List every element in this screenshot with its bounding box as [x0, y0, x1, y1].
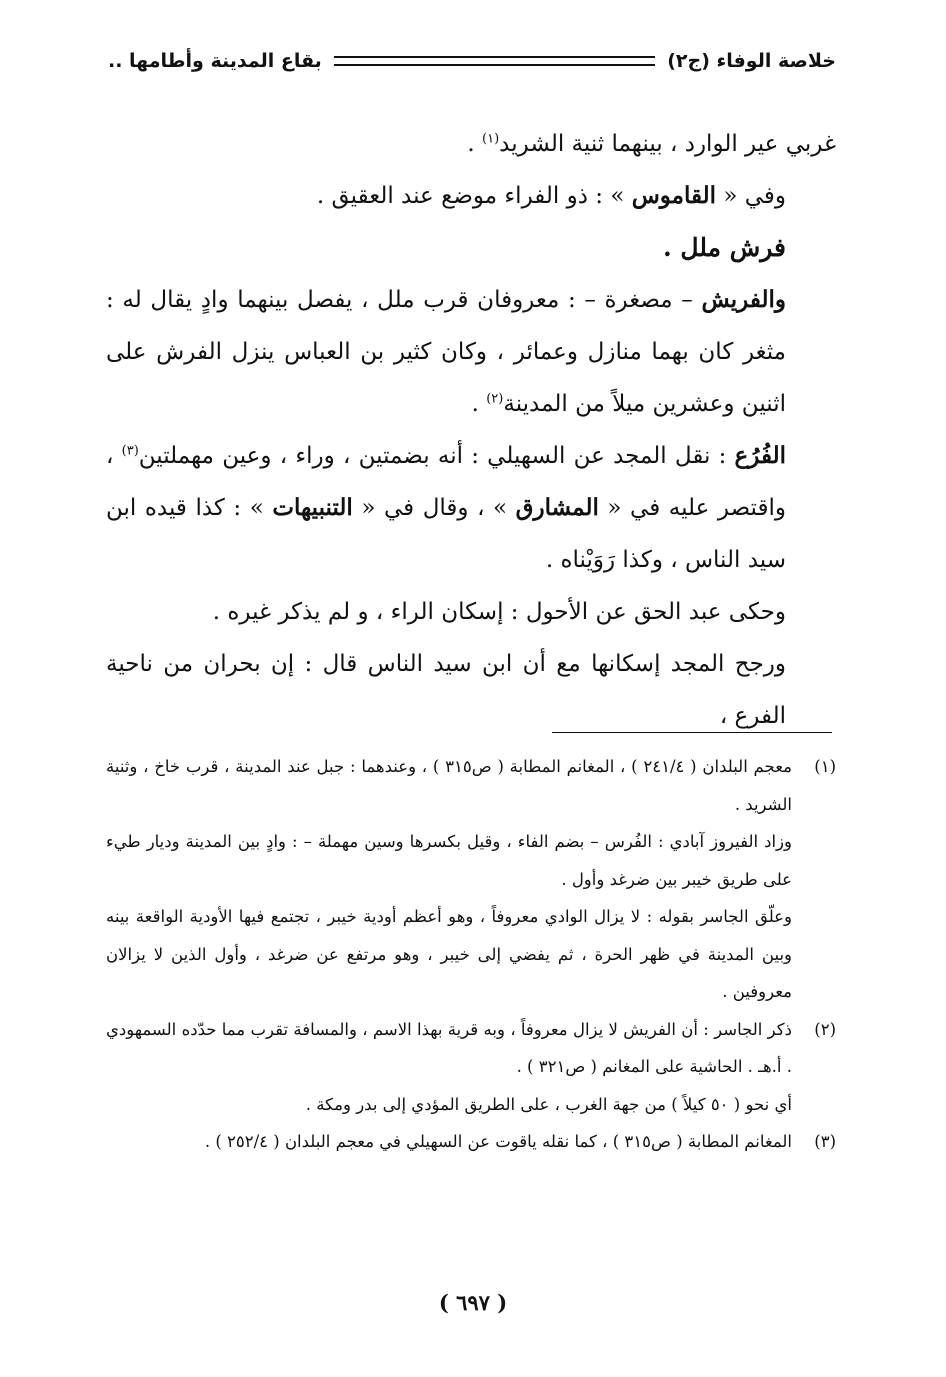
footnote-1-addition-1: وزاد الفيروز آبادي : الفُرس – بضم الفاء ، وقيل بكسرها وسين مهملة – : وادٍ بين المدينة وديار طيء على طريق خيبر بين ضرغد وأول . — [106, 832, 792, 889]
paragraph-2: وفي « القاموس » : ذو الفراء موضع عند العقيق . — [316, 182, 786, 209]
section-title: بقاع المدينة وأطامها .. — [108, 50, 322, 72]
header-double-rule — [334, 56, 655, 66]
footnote-number: (١) — [814, 757, 836, 776]
footnote-number: (٣) — [814, 1132, 836, 1151]
book-title: خلاصة الوفاء (ج٢) — [667, 50, 836, 72]
bold-term-mashariq: المشارق — [515, 494, 599, 521]
footnote-2: (٢) ذكر الجاسر : أن الفريش لا يزال معروفاً ، وبه قرية بهذا الاسم ، والمسافة تقرب مما حدّده السمهودي . أ.هـ . الحاشية على المغانم ( ص٣٢١ ) . — [106, 1011, 836, 1086]
footnote-number: (٢) — [814, 1019, 836, 1039]
paragraph-6: ورجح المجد إسكانها مع أن ابن سيد الناس قال : إن بحران من ناحية الفرع ، — [106, 651, 786, 729]
bold-term-qamus: القاموس — [631, 182, 717, 209]
footnote-3: (٣) المغانم المطابة ( ص٣١٥ ) ، كما نقله ياقوت عن السهيلي في معجم البلدان ( ٢٥٢/٤ ) . — [106, 1123, 836, 1161]
footnote-ref-1: (١) — [482, 131, 500, 147]
running-header — [108, 44, 836, 78]
footnote-1: (١) معجم البلدان ( ٢٤١/٤ ) ، المغانم المطابة ( ص٣١٥ ) ، وعندهما : جبل عند المدينة ، قرب خاخ ، وثنية الشريد . — [106, 748, 836, 823]
footnotes — [106, 748, 836, 1161]
footnote-1-addition-2: وعلّق الجاسر بقوله : لا يزال الوادي معروفاً ، وهو أعظم أودية خيبر ، تجتمع فيها الأودية الواقعة بينه وبين المدينة في ظهر الحرة ، ثم يفضي إلى خيبر ، وهو مرتفع عن ضرغد ، وأول الذين لا يزالان معروفين . — [106, 907, 792, 1001]
bold-term-furaysh: والفريش — [701, 286, 786, 313]
footnote-ref-3: (٣) — [121, 443, 139, 459]
footnote-2-addition: أي نحو ( ٥٠ كيلاً ) من جهة الغرب ، على الطريق المؤدي إلى بدر ومكة . — [305, 1094, 792, 1114]
footnote-ref-2: (٢) — [486, 391, 504, 407]
main-text — [106, 118, 836, 742]
page-number: ( ٦٩٧ ) — [438, 1290, 508, 1315]
paragraph-5: وحكى عبد الحق عن الأحول : إسكان الراء ، و لم يذكر غيره . — [212, 599, 786, 625]
paragraph-4: الفُرُع : نقل المجد عن السهيلي : أنه بضمتين ، وراء ، وعين مهملتين$^{(٣)}$ ، واقتصر عليه في « المشارق » ، وقال في « التنبيهات » : كذا قيده ابن سيد الناس ، وكذا رَوَيْناه . — [106, 442, 786, 573]
paragraph-1: غربي عير الوارد ، بينهما ثنية الشريد$^{(١)}$ . — [467, 131, 836, 157]
bold-term-fur: الفُرُع — [734, 442, 786, 469]
paragraph-3: والفريش – مصغرة – : معروفان قرب ملل ، يفصل بينهما وادٍ يقال له : مثغر كان بهما منازل وعمائر ، وكان كثير بن العباس ينزل الفرش على اثنين وعشرين ميلاً من المدينة$^{(٢)}$ . — [106, 286, 786, 417]
footnote-separator — [552, 732, 832, 733]
bold-term-tanbihat: التنبيهات — [272, 494, 353, 521]
entry-heading: فرش ملل . — [663, 233, 786, 262]
